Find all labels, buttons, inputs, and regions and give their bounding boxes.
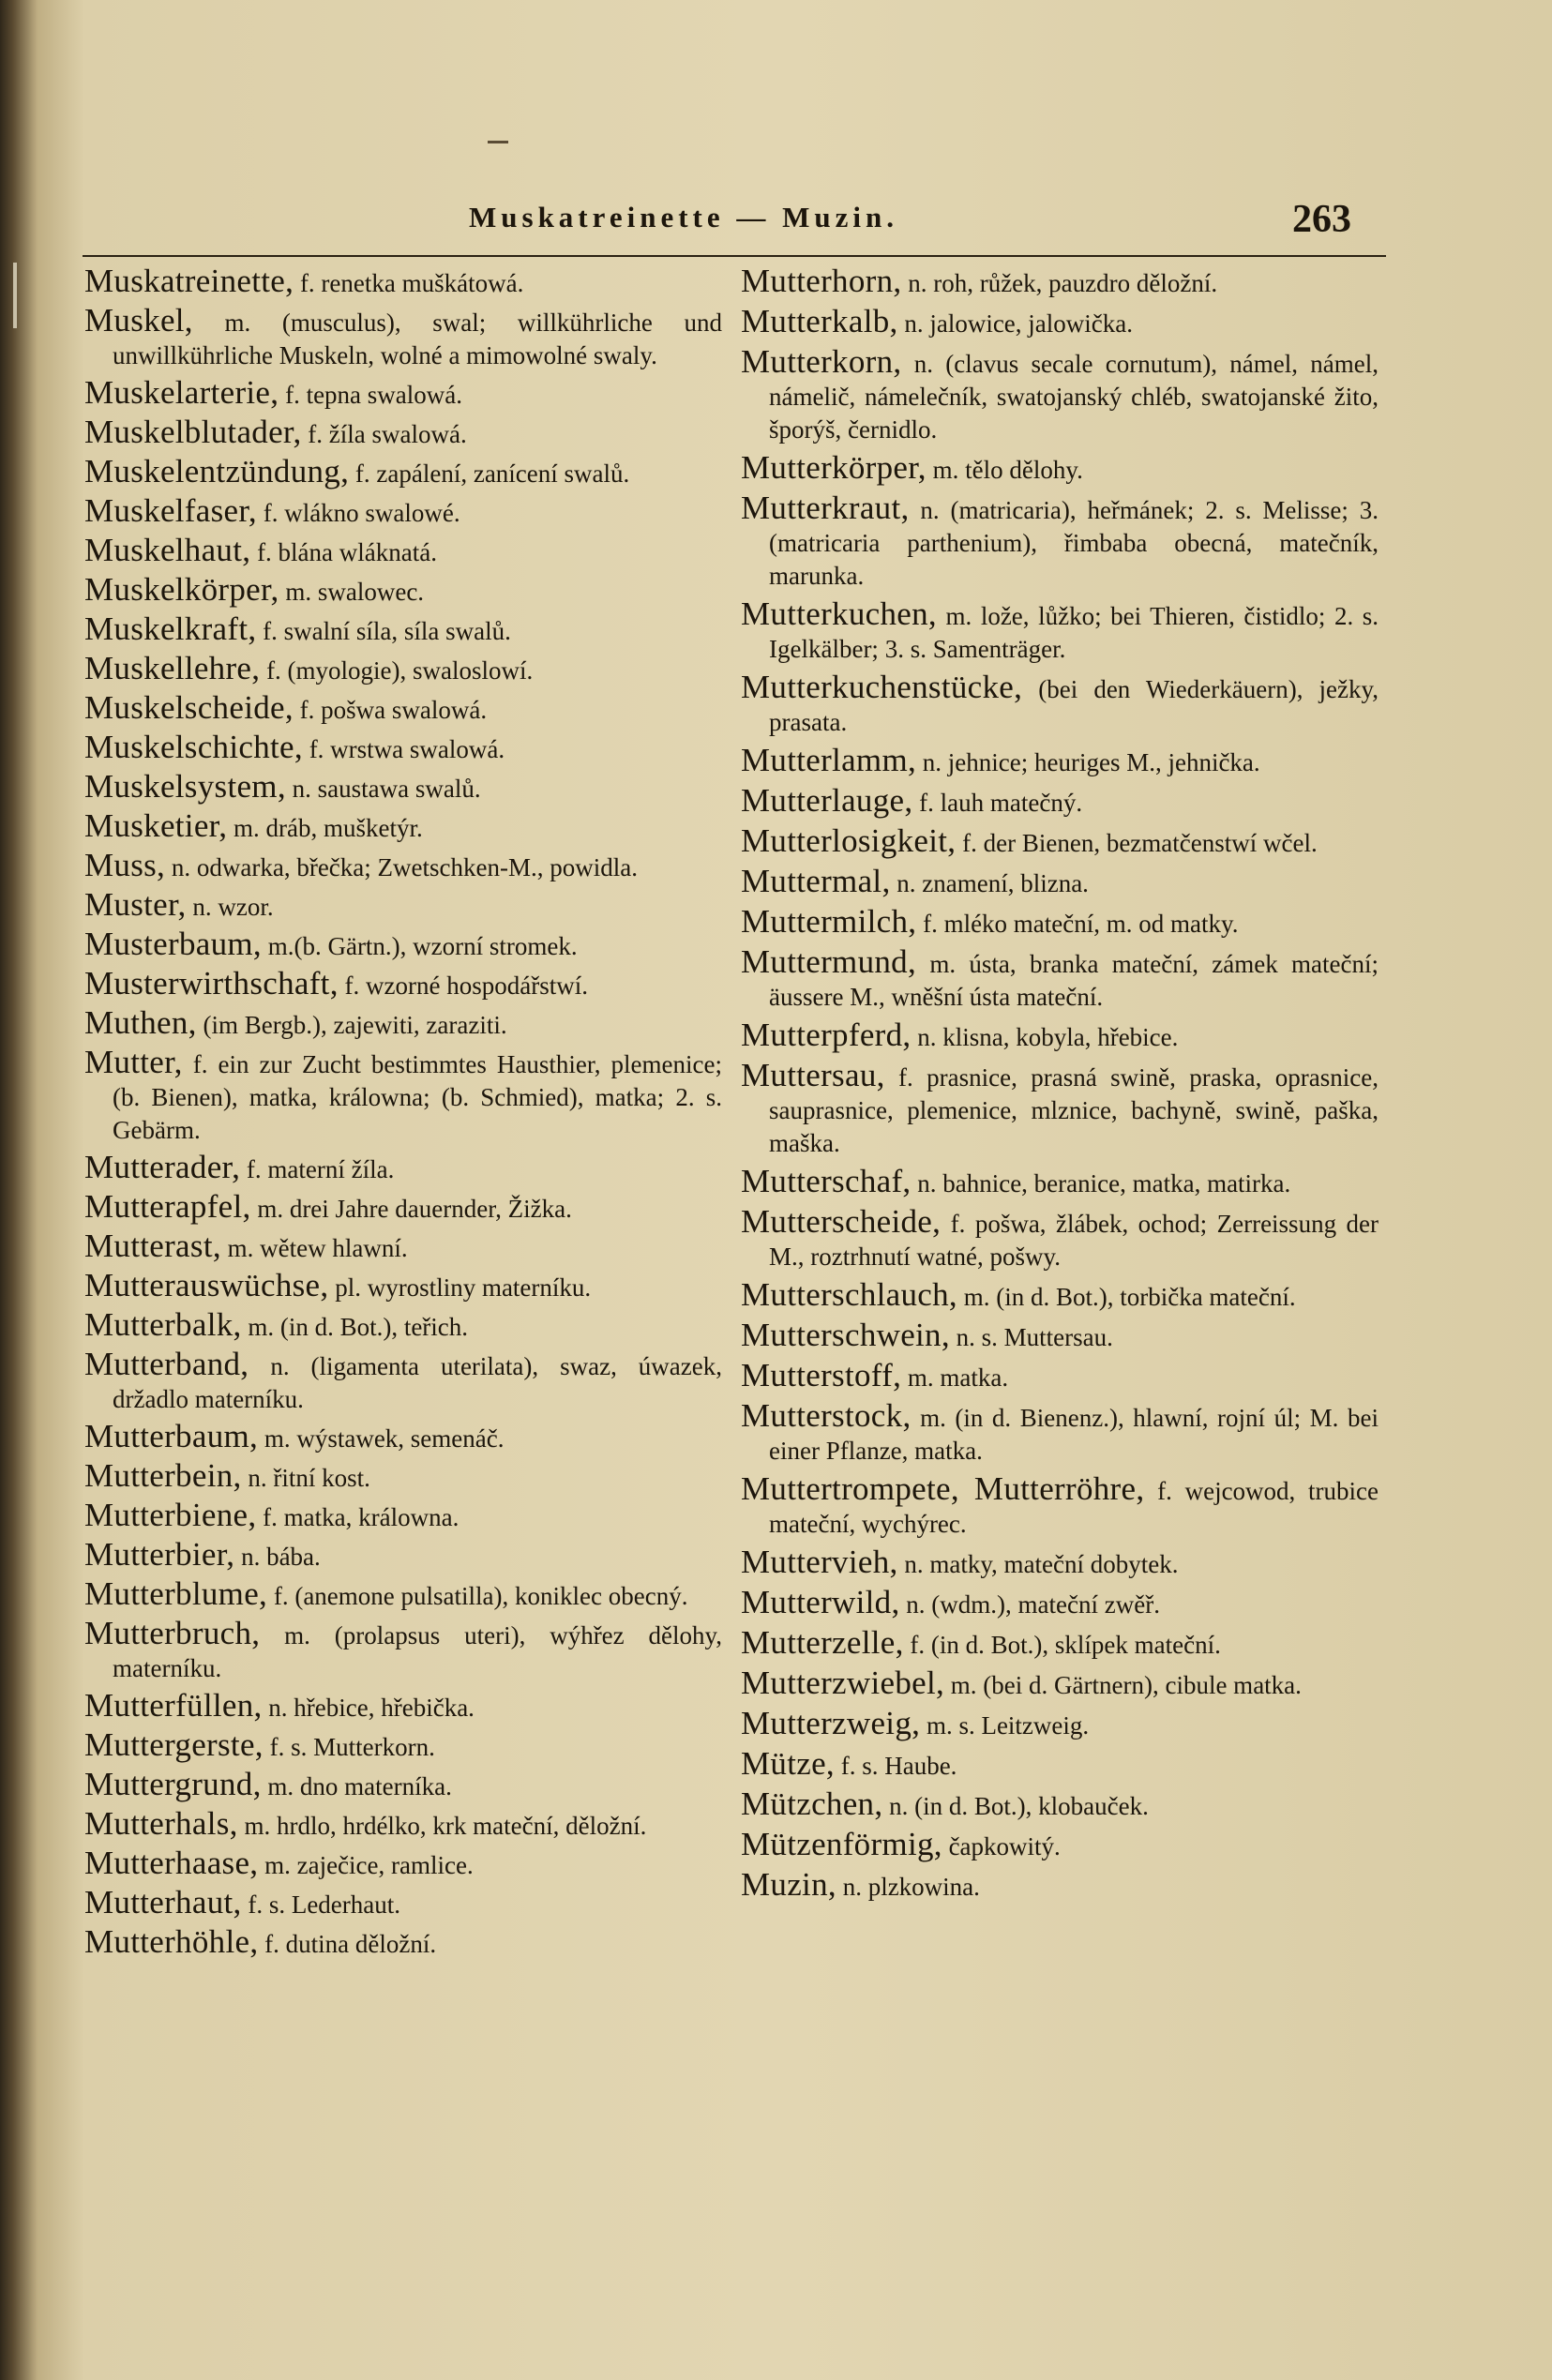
- entry-headword: Mutterbruch,: [84, 1615, 261, 1651]
- entry-headword: Mutterhöhle,: [84, 1923, 259, 1960]
- entry-headword: Mutterfüllen,: [84, 1687, 263, 1724]
- entry-definition: n. matky, mateční dobytek.: [897, 1550, 1179, 1578]
- entry-headword: Mutterkuchenstücke,: [741, 669, 1023, 705]
- dictionary-entry: [741, 1472, 1379, 1541]
- entry-definition: f. pošwa, žlábek, ochod; Zerreissung der M., roztrhnutí watné, pošwy.: [769, 1210, 1379, 1271]
- entry-headword: Mutterschwein,: [741, 1317, 950, 1353]
- dictionary-entry: [84, 1728, 722, 1764]
- entry-headword: Muskelfaser,: [84, 492, 257, 529]
- entry-definition: n. hřebice, hřebička.: [262, 1694, 475, 1722]
- entry-definition: m. (in d. Bot.), torbička mateční.: [957, 1283, 1296, 1311]
- entry-definition: f. pošwa swalowá.: [293, 696, 488, 724]
- dictionary-entry: [84, 1499, 722, 1534]
- entry-headword: Mutterschaf,: [741, 1163, 912, 1199]
- entry-headword: Mutterblume,: [84, 1575, 268, 1612]
- entry-headword: Mutterzweig,: [741, 1705, 921, 1741]
- entry-definition: (bei den Wiederkäuern), ježky, prasata.: [769, 675, 1379, 736]
- entry-definition: m. (musculus), swal; willkührliche und unwillkührliche Muskeln, wolné a mimowolné swaly.: [113, 309, 722, 369]
- entry-definition: f. mléko mateční, m. od matky.: [916, 910, 1239, 938]
- dictionary-entry: [84, 1229, 722, 1265]
- entry-definition: f. wejcowod, trubice mateční, wychýrec.: [769, 1477, 1379, 1538]
- dictionary-entry: [741, 1205, 1379, 1273]
- dictionary-entry: [84, 1846, 722, 1882]
- dictionary-entry: [741, 1747, 1379, 1783]
- running-head: Muskatreinette — Muzin.: [469, 201, 898, 233]
- dictionary-entry: [84, 1886, 722, 1921]
- entry-definition: f. (in d. Bot.), sklípek mateční.: [903, 1631, 1221, 1659]
- dictionary-entry: [741, 1278, 1379, 1314]
- entry-definition: n. s. Muttersau.: [949, 1323, 1113, 1351]
- entry-headword: Mutterband,: [84, 1346, 249, 1382]
- entry-definition: (im Bergb.), zajewiti, zaraziti.: [196, 1011, 507, 1039]
- dictionary-entry: [741, 905, 1379, 941]
- entry-headword: Mutterhaase,: [84, 1845, 259, 1881]
- entry-definition: n. klisna, kobyla, hřebice.: [911, 1023, 1179, 1051]
- dictionary-entry: [741, 670, 1379, 739]
- dictionary-entry: [741, 1787, 1379, 1823]
- entry-definition: f. dutina děložní.: [258, 1930, 437, 1958]
- entry-definition: f. der Bienen, bezmatčenstwí wčel.: [956, 829, 1318, 857]
- binding-gutter: [13, 263, 17, 328]
- entry-headword: Mutterast,: [84, 1228, 221, 1264]
- dictionary-entry: [84, 612, 722, 648]
- dictionary-entry: [84, 809, 722, 845]
- entry-headword: Muskelarterie,: [84, 374, 279, 411]
- entry-headword: Muttergrund,: [84, 1766, 262, 1802]
- entry-headword: Muttermund,: [741, 943, 917, 980]
- entry-definition: f. prasnice, prasná swině, praska, oprasnice, sauprasnice, plemenice, mlznice, bachyně, swině, paška, maška.: [769, 1063, 1379, 1157]
- entry-headword: Mutter,: [84, 1044, 183, 1080]
- entry-headword: Muskelkörper,: [84, 571, 279, 608]
- dictionary-entry: [741, 1399, 1379, 1468]
- entry-headword: Muskelkraft,: [84, 610, 257, 647]
- entry-headword: Muskelblutader,: [84, 414, 302, 450]
- dictionary-entry: [741, 865, 1379, 900]
- dictionary-entry: [84, 494, 722, 530]
- entry-headword: Mutterader,: [84, 1149, 241, 1185]
- entry-definition: čapkowitý.: [942, 1832, 1061, 1860]
- entry-definition: n. odwarka, břečka; Zwetschken-M., powidla.: [165, 853, 638, 881]
- entry-definition: m. wýstawek, semenáč.: [258, 1424, 505, 1453]
- entry-headword: Mützenförmig,: [741, 1826, 942, 1862]
- dictionary-entry: [84, 731, 722, 766]
- entry-definition: f. (anemone pulsatilla), koniklec obecný.: [267, 1582, 688, 1610]
- dictionary-entry: [741, 491, 1379, 593]
- dictionary-entry: [741, 1626, 1379, 1662]
- dictionary-entry: [84, 1459, 722, 1495]
- entry-headword: Mutterbein,: [84, 1457, 242, 1494]
- entry-headword: Muttertrompete, Mutterröhre,: [741, 1470, 1145, 1507]
- dictionary-entry: [741, 1359, 1379, 1394]
- dictionary-entry: [84, 1807, 722, 1843]
- dictionary-entry: [84, 1538, 722, 1574]
- entry-headword: Mutterkalb,: [741, 303, 898, 339]
- entry-headword: Muttersau,: [741, 1057, 885, 1093]
- entry-definition: f. ein zur Zucht bestimmtes Hausthier, plemenice; (b. Bienen), matka, králowna; (b. Schmied), matka; 2. s. Gebärm.: [113, 1050, 722, 1144]
- entry-definition: n. jehnice; heuriges M., jehnička.: [916, 748, 1260, 776]
- entry-headword: Muttermilch,: [741, 903, 917, 940]
- entry-headword: Musterbaum,: [84, 926, 262, 962]
- entry-headword: Musterwirthschaft,: [84, 965, 339, 1002]
- dictionary-entry: [84, 1190, 722, 1226]
- entry-definition: n. jalowice, jalowička.: [897, 309, 1133, 338]
- entry-headword: Mutterpferd,: [741, 1017, 912, 1053]
- dictionary-entry: [741, 345, 1379, 446]
- dictionary-entry: [84, 1617, 722, 1685]
- entry-headword: Mutterzwiebel,: [741, 1664, 945, 1701]
- dictionary-entry: [84, 1308, 722, 1344]
- dictionary-entry: [741, 784, 1379, 820]
- entry-headword: Mutterlauge,: [741, 782, 913, 819]
- entry-headword: Muster,: [84, 886, 187, 923]
- entry-definition: m. drei Jahre dauernder, Žižka.: [250, 1195, 572, 1223]
- entry-headword: Muskatreinette,: [84, 263, 294, 299]
- entry-headword: Mutterbiene,: [84, 1497, 257, 1533]
- entry-headword: Mutterapfel,: [84, 1188, 251, 1225]
- dictionary-entry: [741, 1059, 1379, 1160]
- dictionary-entry: [741, 945, 1379, 1014]
- entry-headword: Mütze,: [741, 1745, 835, 1782]
- entry-definition: m. hrdlo, hrdélko, krk mateční, děložní.: [237, 1812, 647, 1840]
- entry-headword: Mutterauswüchse,: [84, 1267, 329, 1303]
- entry-headword: Mutterbalk,: [84, 1306, 242, 1343]
- dictionary-entry: [84, 1046, 722, 1147]
- dictionary-entry: [84, 1348, 722, 1416]
- dictionary-entry: [84, 304, 722, 372]
- dictionary-entry: [84, 573, 722, 609]
- entry-headword: Mutterscheide,: [741, 1203, 942, 1240]
- dictionary-entry: [741, 1828, 1379, 1863]
- entry-definition: m. (prolapsus uteri), wýhřez dělohy, materníku.: [113, 1621, 722, 1682]
- entry-headword: Muskelentzündung,: [84, 453, 350, 490]
- entry-headword: Muskellehre,: [84, 650, 261, 686]
- entry-headword: Muttergerste,: [84, 1726, 264, 1763]
- left-column: [84, 264, 722, 1965]
- entry-definition: f. zapálení, zanícení swalů.: [349, 459, 630, 488]
- dictionary-entry: [741, 1318, 1379, 1354]
- entry-definition: m. swalowec.: [279, 578, 425, 606]
- dictionary-entry: [84, 770, 722, 806]
- entry-definition: m. zaječice, ramlice.: [258, 1851, 474, 1879]
- entry-headword: Muskelsystem,: [84, 768, 286, 805]
- entry-definition: n. bahnice, beranice, matka, matirka.: [911, 1169, 1291, 1198]
- dictionary-entry: [84, 849, 722, 884]
- dictionary-entry: [84, 534, 722, 569]
- entry-headword: Muttervieh,: [741, 1544, 898, 1580]
- dictionary-entry: [741, 1545, 1379, 1581]
- entry-definition: f. s. Haube.: [834, 1752, 957, 1780]
- entry-headword: Mutterkorn,: [741, 343, 902, 380]
- entry-headword: Mutterschlauch,: [741, 1276, 957, 1313]
- dictionary-entry: [84, 1269, 722, 1304]
- entry-headword: Mutterkuchen,: [741, 595, 937, 632]
- entry-definition: f. s. Mutterkorn.: [263, 1733, 435, 1761]
- dictionary-entry: [84, 927, 722, 963]
- entry-definition: n. wzor.: [186, 893, 274, 921]
- entry-definition: m. wětew hlawní.: [220, 1234, 408, 1262]
- entry-definition: m. tělo dělohy.: [926, 456, 1083, 484]
- entry-definition: m. (in d. Bot.), teřich.: [241, 1313, 469, 1341]
- entry-definition: n. (in d. Bot.), klobauček.: [882, 1792, 1149, 1820]
- entry-headword: Muskelhaut,: [84, 532, 251, 568]
- entry-definition: n. (clavus secale cornutum), námel, námel, námelič, námelečník, swatojanský chléb, swatojanské žito, šporýš, černidlo.: [769, 350, 1379, 444]
- entry-definition: f. tepna swalowá.: [279, 381, 463, 409]
- entry-definition: n. bába.: [234, 1543, 321, 1571]
- entry-definition: f. lauh matečný.: [912, 789, 1083, 817]
- entry-definition: n. (ligamenta uterilata), swaz, úwazek, držadlo materníku.: [113, 1352, 722, 1413]
- entry-definition: f. s. Lederhaut.: [241, 1890, 401, 1919]
- dictionary-entry: [741, 824, 1379, 860]
- dictionary-entry: [84, 1768, 722, 1803]
- dictionary-entry: [741, 1586, 1379, 1621]
- entry-headword: Mutterhals,: [84, 1805, 238, 1842]
- entry-headword: Mutterbaum,: [84, 1418, 259, 1454]
- dictionary-entry: [741, 1666, 1379, 1702]
- entry-headword: Mutterwild,: [741, 1584, 900, 1620]
- entry-headword: Mutterlamm,: [741, 742, 917, 778]
- entry-headword: Mützchen,: [741, 1785, 883, 1822]
- entry-headword: Mutterstoff,: [741, 1357, 902, 1393]
- entry-headword: Mutterhorn,: [741, 263, 902, 299]
- dictionary-entry: [84, 376, 722, 412]
- entry-definition: m. matka.: [901, 1363, 1009, 1392]
- entry-definition: f. wlákno swalowé.: [256, 499, 460, 527]
- entry-headword: Mutterhaut,: [84, 1884, 242, 1921]
- dictionary-entry: [84, 455, 722, 490]
- dictionary-entry: [84, 1925, 722, 1961]
- dictionary-entry: [84, 1689, 722, 1725]
- dictionary-entry: [84, 1577, 722, 1613]
- entry-definition: n. (matricaria), heřmánek; 2. s. Melisse; 3. (matricaria parthenium), řimbaba obecná, matečník, marunka.: [769, 496, 1379, 590]
- entry-headword: Muss,: [84, 847, 166, 883]
- entry-definition: f. blána wláknatá.: [250, 538, 437, 566]
- entry-definition: m. dráb, mušketýr.: [227, 814, 423, 842]
- entry-definition: f. wzorné hospodářstwí.: [338, 972, 588, 1000]
- top-dash-mark: [488, 141, 508, 143]
- entry-definition: f. renetka muškátowá.: [294, 269, 524, 297]
- entry-definition: n. saustawa swalů.: [285, 775, 481, 803]
- entry-headword: Muthen,: [84, 1004, 197, 1041]
- dictionary-entry: [741, 305, 1379, 340]
- entry-headword: Muzin,: [741, 1866, 836, 1903]
- entry-definition: f. wrstwa swalowá.: [302, 735, 505, 763]
- entry-headword: Muskel,: [84, 302, 193, 339]
- entry-definition: pl. wyrostliny materníku.: [328, 1273, 592, 1302]
- entry-definition: f. žíla swalowá.: [301, 420, 467, 448]
- entry-definition: f. materní žíla.: [240, 1155, 395, 1183]
- dictionary-entry: [741, 1165, 1379, 1200]
- entry-headword: Mutterkraut,: [741, 490, 910, 526]
- dictionary-entry: [84, 1420, 722, 1455]
- entry-headword: Mutterzelle,: [741, 1624, 904, 1661]
- dictionary-entry: [741, 744, 1379, 779]
- entry-headword: Mutterstock,: [741, 1397, 912, 1434]
- dictionary-entry: [84, 1006, 722, 1042]
- dictionary-entry: [741, 597, 1379, 666]
- dictionary-entry: [84, 888, 722, 924]
- dictionary-entry: [84, 652, 722, 687]
- right-column: [741, 264, 1379, 1908]
- dictionary-entry: [84, 415, 722, 451]
- entry-definition: f. (myologie), swaloslowí.: [260, 656, 534, 685]
- entry-definition: m. (bei d. Gärtnern), cibule matka.: [944, 1671, 1302, 1699]
- entry-definition: m.(b. Gärtn.), wzorní stromek.: [261, 932, 578, 960]
- dictionary-entry: [84, 967, 722, 1002]
- dictionary-entry: [741, 1018, 1379, 1054]
- entry-headword: Muskelschichte,: [84, 729, 303, 765]
- entry-definition: n. roh, růžek, pauzdro děložní.: [901, 269, 1218, 297]
- entry-definition: f. swalní síla, síla swalů.: [256, 617, 511, 645]
- entry-definition: m. lože, lůžko; bei Thieren, čistidlo; 2. s. Igelkälber; 3. s. Samenträger.: [769, 602, 1379, 663]
- entry-definition: m. s. Leitzweig.: [920, 1711, 1090, 1740]
- dictionary-entry: [84, 691, 722, 727]
- page-number: 263: [1292, 198, 1351, 241]
- entry-definition: m. ústa, branka mateční, zámek mateční; äussere M., wněšní ústa mateční.: [769, 950, 1379, 1011]
- entry-headword: Musketier,: [84, 807, 228, 844]
- dictionary-entry: [741, 451, 1379, 487]
- entry-headword: Mutterbier,: [84, 1536, 235, 1573]
- entry-definition: n. řitní kost.: [241, 1464, 370, 1492]
- dictionary-entry: [741, 1868, 1379, 1904]
- header-rule: [83, 255, 1386, 257]
- dictionary-entry: [84, 1151, 722, 1186]
- entry-definition: n. (wdm.), mateční zwěř.: [899, 1590, 1160, 1619]
- entry-headword: Mutterkörper,: [741, 449, 927, 486]
- entry-headword: Muttermal,: [741, 863, 891, 899]
- dictionary-entry: [741, 1707, 1379, 1742]
- entry-definition: m. dno materníka.: [261, 1772, 452, 1800]
- entry-definition: n. plzkowina.: [836, 1873, 980, 1901]
- dictionary-entry: [741, 264, 1379, 300]
- dictionary-entry: [84, 264, 722, 300]
- entry-definition: m. (in d. Bienenz.), hlawní, rojní úl; M. bei einer Pflanze, matka.: [769, 1404, 1379, 1465]
- entry-headword: Muskelscheide,: [84, 689, 294, 726]
- entry-definition: f. matka, králowna.: [256, 1503, 460, 1531]
- entry-headword: Mutterlosigkeit,: [741, 822, 957, 859]
- entry-definition: n. znamení, blizna.: [890, 869, 1089, 897]
